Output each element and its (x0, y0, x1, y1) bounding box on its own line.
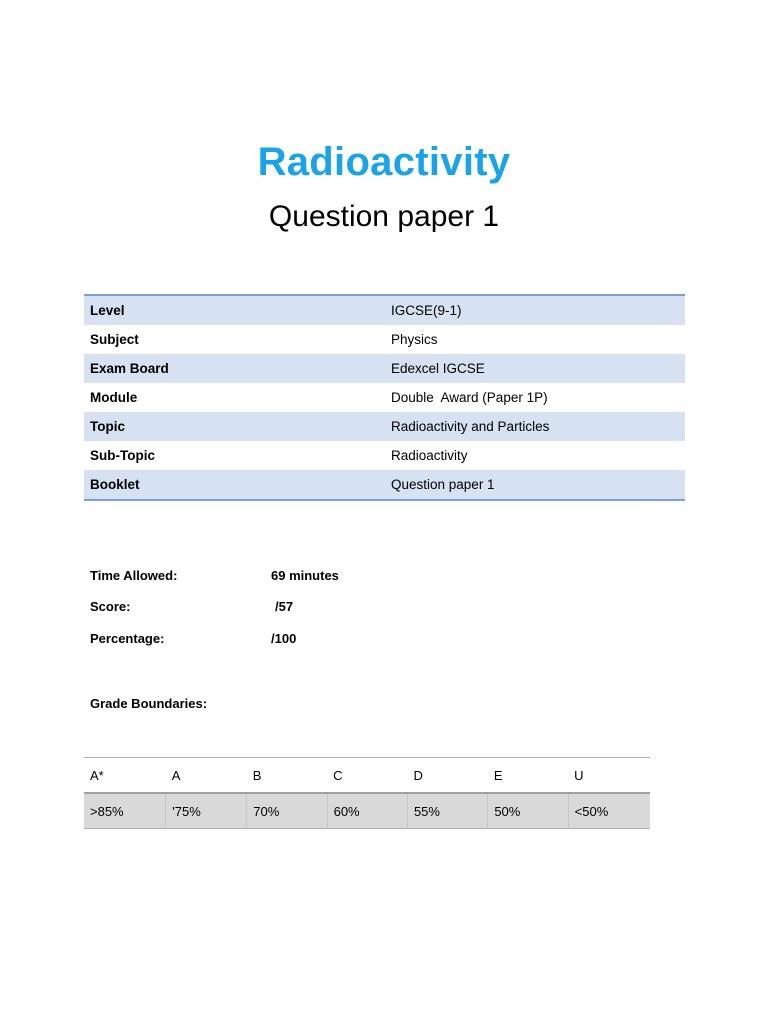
grade-cell: C (327, 758, 407, 794)
grade-header-row (84, 758, 650, 794)
grade-cell: D (407, 758, 487, 794)
info-key: Exam Board (84, 354, 385, 383)
threshold-cell: 55% (407, 793, 487, 829)
info-table (84, 294, 685, 501)
info-value: Edexcel IGCSE (385, 354, 685, 383)
info-key: Subject (90, 332, 139, 347)
info-key: Topic (84, 412, 385, 441)
info-row-topic (84, 412, 685, 441)
time-allowed-value: 69 minutes (271, 568, 339, 583)
grade-cell: A (166, 758, 247, 794)
info-row-sub-topic (84, 441, 685, 470)
info-value: Question paper 1 (385, 470, 685, 500)
time-allowed-label: Time Allowed: (90, 568, 178, 583)
grade-boundaries-label: Grade Boundaries: (90, 696, 208, 711)
info-key: Module (90, 390, 138, 405)
grade-threshold-row (84, 793, 650, 829)
info-key: Level (84, 295, 385, 325)
grade-cell: U (568, 758, 650, 794)
info-row-module (84, 383, 685, 412)
grade-cell: B (247, 758, 327, 794)
grade-cell: A* (84, 758, 166, 794)
info-value: Double Award (Paper 1P) (391, 390, 548, 405)
info-value: Physics (391, 332, 438, 347)
info-row-exam-board (84, 354, 685, 383)
threshold-cell: '75% (166, 793, 247, 829)
info-row-level (84, 295, 685, 325)
threshold-cell: 50% (488, 793, 568, 829)
percentage-value: /100 (271, 631, 297, 646)
info-key: Sub-Topic (90, 448, 155, 463)
grade-cell: E (488, 758, 568, 794)
document-subtitle: Question paper 1 (268, 200, 500, 233)
info-value: Radioactivity and Particles (385, 412, 685, 441)
info-value: IGCSE(9-1) (385, 295, 685, 325)
threshold-cell: 70% (247, 793, 327, 829)
threshold-cell: <50% (568, 793, 650, 829)
score-value: /57 (275, 599, 294, 614)
percentage-label: Percentage: (90, 631, 165, 646)
document-title: Radioactivity (257, 140, 511, 184)
info-row-booklet (84, 470, 685, 500)
info-row-subject (84, 325, 685, 354)
threshold-cell: 60% (327, 793, 407, 829)
score-label: Score: (90, 599, 131, 614)
grade-boundaries-table (84, 757, 650, 829)
info-value: Radioactivity (391, 448, 468, 463)
threshold-cell: >85% (84, 793, 166, 829)
info-key: Booklet (84, 470, 385, 500)
